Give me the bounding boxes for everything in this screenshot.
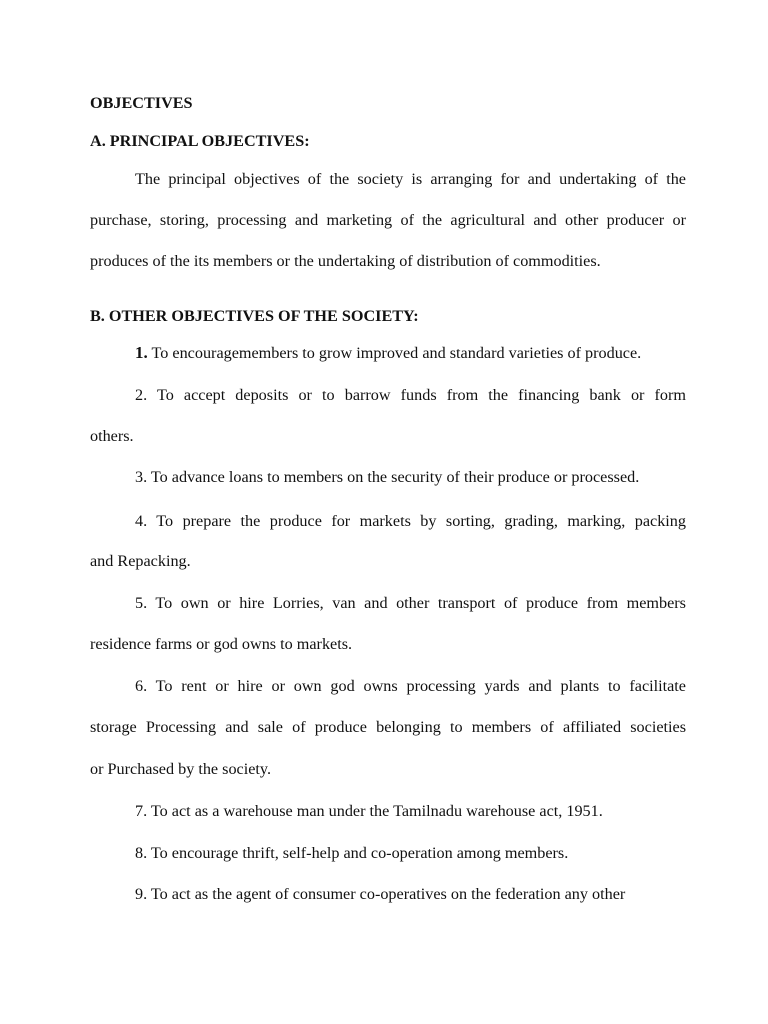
document-title: OBJECTIVES	[90, 94, 193, 112]
section-b-heading: B. OTHER OBJECTIVES OF THE SOCIETY:	[90, 307, 419, 325]
objective-item-4-continued: and Repacking.	[90, 552, 191, 570]
objective-item-6: 6. To rent or hire or own god owns processing yards and plants to facilitate	[135, 677, 686, 695]
objective-item-1	[135, 343, 641, 363]
objective-item-5: 5. To own or hire Lorries, van and other transport of produce from members	[135, 594, 686, 612]
objective-text: To encouragemembers to grow improved and standard varieties of produce.	[147, 344, 642, 362]
objective-item-4: 4. To prepare the produce for markets by sorting, grading, marking, packing	[135, 512, 686, 530]
objective-item-9: 9. To act as the agent of consumer co-operatives on the federation any other	[135, 885, 626, 903]
section-a-paragraph-line: purchase, storing, processing and marketing of the agricultural and other producer or	[90, 211, 686, 229]
objective-item-5-continued: residence farms or god owns to markets.	[90, 635, 353, 653]
objective-item-2: 2. To accept deposits or to barrow funds from the financing bank or form	[135, 386, 686, 404]
objective-number: 1.	[135, 343, 148, 362]
section-a-paragraph-line: produces of the its members or the undertaking of distribution of commodities.	[90, 252, 601, 270]
objective-item-3: 3. To advance loans to members on the security of their produce or processed.	[135, 468, 640, 486]
objective-item-7: 7. To act as a warehouse man under the Tamilnadu warehouse act, 1951.	[135, 802, 603, 820]
section-a-heading: A. PRINCIPAL OBJECTIVES:	[90, 132, 310, 150]
objective-item-2-continued: others.	[90, 427, 134, 445]
objective-item-6-continued: or Purchased by the society.	[90, 760, 272, 778]
objective-item-8: 8. To encourage thrift, self-help and co-operation among members.	[135, 844, 569, 862]
objective-item-6-continued: storage Processing and sale of produce belonging to members of affiliated societies	[90, 718, 686, 736]
section-a-paragraph-line: The principal objectives of the society is arranging for and undertaking of the	[135, 170, 686, 188]
